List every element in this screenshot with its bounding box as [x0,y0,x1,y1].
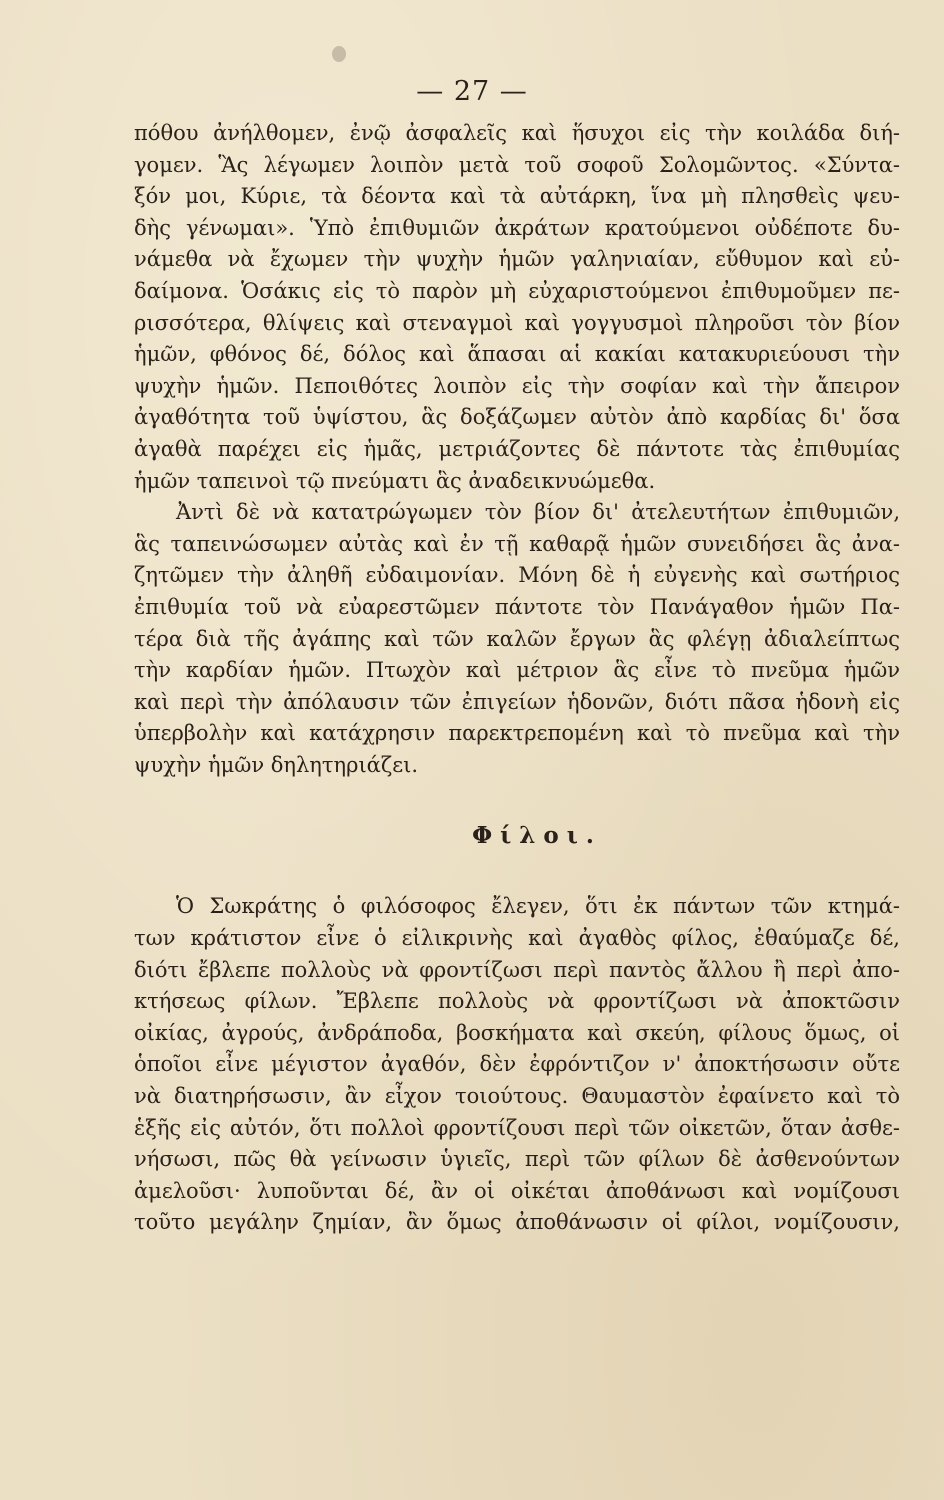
text-line: πόθου ἀνήλθομεν, ἐνῷ ἀσφαλεῖς καὶ ἥσυχοι εἰς τὴν κοιλάδα διή- [134,121,900,145]
paragraph-3 [134,891,900,1239]
text-line: ἐπιθυμία τοῦ νὰ εὐαρεστῶμεν πάντοτε τὸν Πανάγαθον ἡμῶν Πα- [134,594,900,619]
text-line: δὴς γένωμαι». Ὑπὸ ἐπιθυμιῶν ἀκράτων κρατούμενοι οὐδέποτε δυ- [134,215,900,240]
text-line: τέρα διὰ τῆς ἀγάπης καὶ τῶν καλῶν ἔργων ἃς φλέγῃ ἀδιαλείπτως [134,626,900,651]
text-line: κτήσεως φίλων. Ἔβλεπε πολλοὺς νὰ φροντίζωσι νὰ ἀποκτῶσιν [134,989,900,1014]
text-line: διότι ἔβλεπε πολλοὺς νὰ φροντίζωσι περὶ παντὸς ἄλλου ἢ περὶ ἀπο- [134,957,900,982]
text-line: ἡμῶν, φθόνος δέ, δόλος καὶ ἅπασαι αἱ κακίαι κατακυριεύουσι τὴν [134,342,900,367]
text-line: νήσωσι, πῶς θὰ γείνωσιν ὑγιεῖς, περὶ τῶν φίλων δὲ ἀσθενούντων [134,1147,900,1172]
text-line: ἀγαθὰ παρέχει εἰς ἡμᾶς, μετριάζοντες δὲ πάντοτε τὰς ἐπιθυμίας [134,436,900,461]
text-line: των κράτιστον εἶνε ὁ εἰλικρινὴς καὶ ἀγαθὸς φίλος, ἐθαύμαζε δέ, [134,926,900,951]
text-line: ἑξῆς εἰς αὐτόν, ὅτι πολλοὶ φροντίζουσι περὶ τῶν οἰκετῶν, ὅταν ἀσθε- [134,1115,900,1140]
paragraph-2 [134,497,900,781]
section-heading: Φίλοι. [472,822,602,850]
text-line: ὑπερβολὴν καὶ κατάχρησιν παρεκτρεπομένη καὶ τὸ πνεῦμα καὶ τὴν [134,721,900,746]
text-line: ρισσότερα, θλίψεις καὶ στεναγμοὶ καὶ γογγυσμοὶ πληροῦσι τὸν βίον [134,310,900,335]
text-line: ψυχὴν ἡμῶν δηλητηριάζει. [134,752,419,777]
text-line: δαίμονα. Ὁσάκις εἰς τὸ παρὸν μὴ εὐχαριστούμενοι ἐπιθυμοῦμεν πε- [134,278,900,303]
text-line: γομεν. Ἃς λέγωμεν λοιπὸν μετὰ τοῦ σοφοῦ Σολομῶντος. «Σύντα- [134,152,900,177]
text-line: ψυχὴν ἡμῶν. Πεποιθότες λοιπὸν εἰς τὴν σοφίαν καὶ τὴν ἄπειρον [134,373,900,398]
text-line: οἰκίας, ἀγρούς, ἀνδράποδα, βοσκήματα καὶ σκεύη, φίλους ὅμως, οἱ [134,1020,900,1045]
text-line: ἀγαθότητα τοῦ ὑψίστου, ἃς δοξάζωμεν αὐτὸν ἀπὸ καρδίας δι' ὅσα [134,405,900,430]
paragraph-1 [134,118,900,497]
text-line: νάμεθα νὰ ἔχωμεν τὴν ψυχὴν ἡμῶν γαληνιαίαν, εὔθυμον καὶ εὐ- [134,247,900,272]
text-line: ἀμελοῦσι· λυποῦνται δέ, ἂν οἱ οἰκέται ἀποθάνωσι καὶ νομίζουσι [134,1178,900,1203]
text-line: τοῦτο μεγάλην ζημίαν, ἂν ὅμως ἀποθάνωσιν οἱ φίλοι, νομίζουσιν, [134,1210,900,1235]
text-line: Ὁ Σωκράτης ὁ φιλόσοφος ἔλεγεν, ὅτι ἐκ πάντων τῶν κτημά- [176,894,900,919]
text-line: νὰ διατηρήσωσιν, ἂν εἶχον τοιούτους. Θαυμαστὸν ἐφαίνετο καὶ τὸ [134,1084,900,1109]
text-line: τὴν καρδίαν ἡμῶν. Πτωχὸν καὶ μέτριον ἃς εἶνε τὸ πνεῦμα ἡμῶν [134,658,900,683]
body-text [134,118,900,1239]
text-line: καὶ περὶ τὴν ἀπόλαυσιν τῶν ἐπιγείων ἡδονῶν, διότι πᾶσα ἡδονὴ εἰς [134,689,900,714]
text-line: ὁποῖοι εἶνε μέγιστον ἀγαθόν, δὲν ἐφρόντιζον ν' ἀποκτήσωσιν οὔτε [134,1052,900,1077]
page-number: — 27 — [416,76,528,107]
ink-smudge [332,46,346,62]
text-line: ζητῶμεν τὴν ἀληθῆ εὐδαιμονίαν. Μόνη δὲ ἡ εὐγενὴς καὶ σωτήριος [134,563,900,588]
text-line: Ἀντὶ δὲ νὰ κατατρώγωμεν τὸν βίον δι' ἀτελευτήτων ἐπιθυμιῶν, [176,500,900,525]
text-line: ἃς ταπεινώσωμεν αὐτὰς καὶ ἐν τῇ καθαρᾷ ἡμῶν συνειδήσει ἃς ἀνα- [134,531,900,556]
text-line: ἡμῶν ταπεινοὶ τῷ πνεύματι ἃς ἀναδεικνυώμεθα. [134,468,656,493]
text-line: ξόν μοι, Κύριε, τὰ δέοντα καὶ τὰ αὐτάρκη, ἵνα μὴ πλησθεὶς ψευ- [134,184,900,209]
